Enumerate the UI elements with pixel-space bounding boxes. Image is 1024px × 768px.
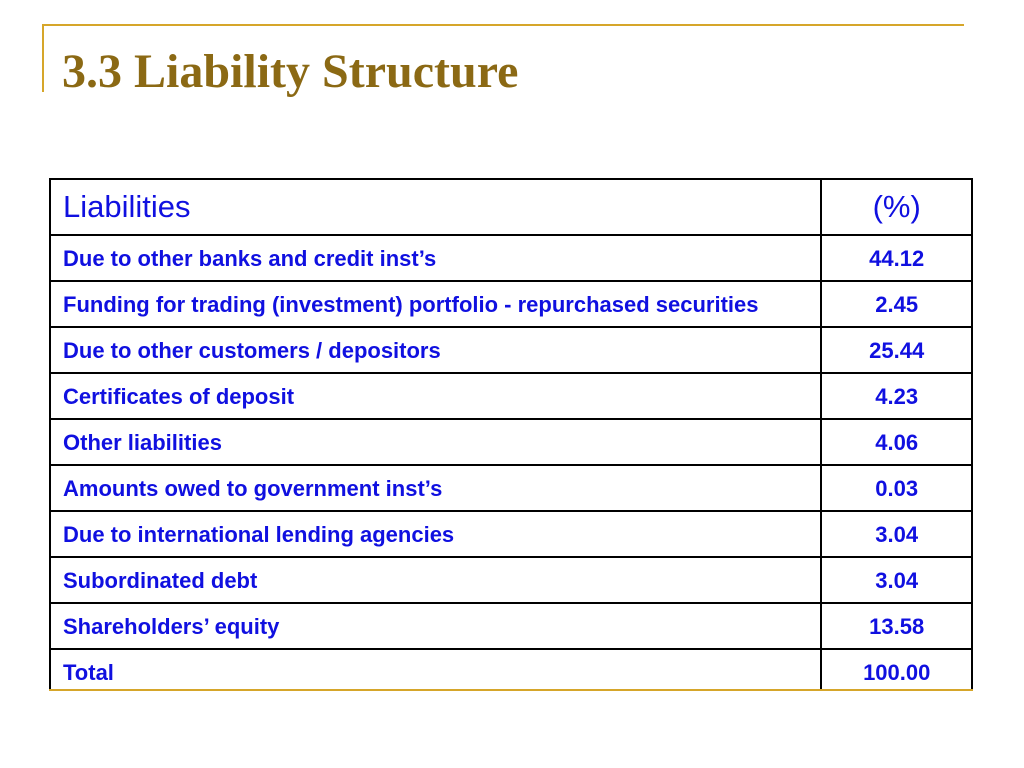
row-name: Shareholders’ equity (50, 603, 821, 649)
slide-title: 3.3 Liability Structure (62, 45, 519, 98)
table-row (50, 465, 972, 511)
row-value: 2.45 (821, 281, 972, 327)
row-value: 0.03 (821, 465, 972, 511)
liability-table-container (49, 178, 973, 691)
total-label: Total (50, 649, 821, 690)
total-value: 100.00 (821, 649, 972, 690)
row-value: 4.23 (821, 373, 972, 419)
row-name: Due to other customers / depositors (50, 327, 821, 373)
frame-left-rule (42, 24, 44, 92)
table-row (50, 511, 972, 557)
table-row (50, 373, 972, 419)
row-value: 3.04 (821, 557, 972, 603)
row-name: Due to international lending agencies (50, 511, 821, 557)
liability-table (49, 178, 973, 691)
row-value: 25.44 (821, 327, 972, 373)
header-percent: (%) (821, 179, 972, 235)
table-total-row (50, 649, 972, 690)
row-name: Subordinated debt (50, 557, 821, 603)
row-name: Other liabilities (50, 419, 821, 465)
row-name: Due to other banks and credit inst’s (50, 235, 821, 281)
row-value: 3.04 (821, 511, 972, 557)
row-value: 4.06 (821, 419, 972, 465)
row-value: 44.12 (821, 235, 972, 281)
row-name: Amounts owed to government inst’s (50, 465, 821, 511)
table-header-row (50, 179, 972, 235)
header-liabilities: Liabilities (50, 179, 821, 235)
table-row (50, 603, 972, 649)
table-row (50, 557, 972, 603)
row-value: 13.58 (821, 603, 972, 649)
frame-top-rule (42, 24, 964, 26)
accent-rule (49, 689, 973, 691)
table-row (50, 235, 972, 281)
row-name: Certificates of deposit (50, 373, 821, 419)
table-row (50, 327, 972, 373)
row-name: Funding for trading (investment) portfolio - repurchased securities (50, 281, 821, 327)
table-row (50, 281, 972, 327)
table-row (50, 419, 972, 465)
